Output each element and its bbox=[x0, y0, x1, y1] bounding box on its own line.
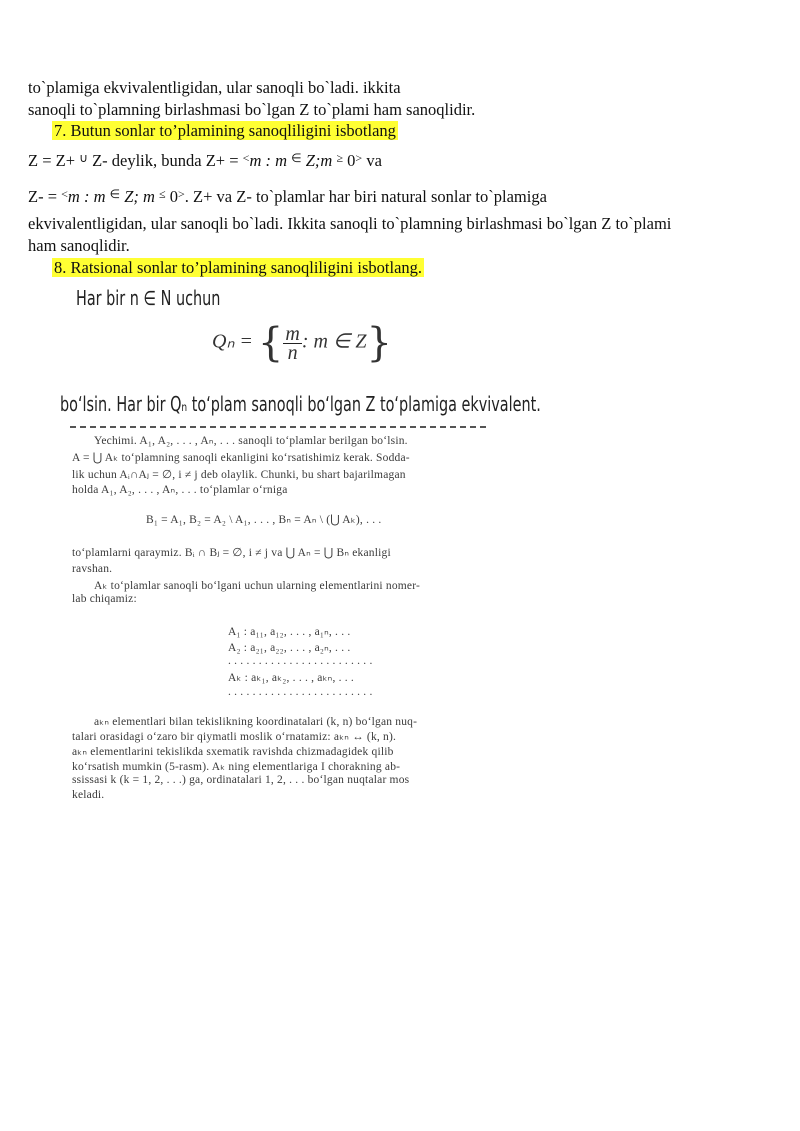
z-definition-line3: ekvivalentligidan, ular sanoqli bo`ladi. Ikkita sanoqli to`plamning birlashmasi bo`lgan Z to`plami bbox=[28, 214, 672, 233]
z-definition-line2 bbox=[28, 184, 547, 207]
element-of-symbol: ∈ bbox=[291, 151, 302, 165]
para1-line1: to`plamiga ekvivalentligidan, ular sanoqli bo`ladi. ikkita bbox=[28, 78, 401, 97]
item8-highlight bbox=[52, 258, 424, 277]
solution-line-2: A = ⋃ Aₖ to‘plamning sanoqli ekanligini ko‘rsatishimiz kerak. Sodda- bbox=[72, 452, 410, 464]
item7-heading bbox=[52, 121, 398, 141]
para1-line2: sanoqli to`plamning birlashmasi bo`lgan Z to`plami ham sanoqlidir. bbox=[28, 100, 476, 119]
zero-value-2: 0 bbox=[169, 187, 179, 206]
q-label: Qₙ = bbox=[212, 330, 253, 353]
left-angle-symbol-2: < bbox=[61, 187, 68, 201]
enumeration-row-5: . . . . . . . . . . . . . . . . . . . . . . . . bbox=[228, 686, 373, 698]
item7-highlight bbox=[52, 121, 398, 140]
set-builder-m-2: m : m bbox=[67, 187, 106, 206]
element-of-symbol-2: ∈ bbox=[109, 187, 121, 201]
right-angle-symbol-2: > bbox=[178, 187, 185, 201]
condition-positive: Z;m bbox=[305, 151, 333, 170]
z-minus-equals: Z- = bbox=[28, 187, 58, 206]
paragraph-line-1: aₖₙ elementlari bilan tekislikning koordinatalari (k, n) bo‘lgan nuq- bbox=[94, 716, 418, 728]
item8-heading bbox=[52, 258, 424, 278]
item7-number: 7. bbox=[54, 121, 67, 140]
left-brace-icon: { bbox=[257, 320, 284, 366]
right-angle-symbol: > bbox=[355, 151, 363, 165]
paragraph-line-4: ko‘rsatish mumkin (5-rasm). Aₖ ning elementlariga I chorakning ab- bbox=[72, 761, 401, 773]
z-definition-line4: ham sanoqlidir. bbox=[28, 236, 130, 255]
left-angle-symbol: < bbox=[242, 151, 250, 165]
z-equals: Z = Z+ bbox=[28, 151, 76, 170]
solution-line-6: to‘plamlarni qaraymiz. Bᵢ ∩ Bⱼ = ∅, i ≠ j va ⋃ Aₙ = ⋃ Bₙ ekanligi bbox=[72, 547, 391, 559]
solution-line-4: holda A₁, A₂, . . . , Aₙ, . . . to‘plamlar o‘rniga bbox=[72, 484, 288, 496]
enumeration-row-1: A₁ : a₁₁, a₁₂, . . . , a₁ₙ, . . . bbox=[228, 626, 351, 638]
le-symbol: ≤ bbox=[159, 187, 166, 201]
right-brace-icon: } bbox=[366, 320, 392, 366]
union-symbol: ∪ bbox=[79, 151, 88, 165]
zero-value: 0 bbox=[347, 151, 356, 170]
scan-line-har-bir: Har bir n ∈ N uchun bbox=[76, 286, 221, 310]
solution-line-8: Aₖ to‘plamlar sanoqli bo‘lgani uchun ularning elementlarini nomer- bbox=[94, 580, 421, 592]
solution-formula-b: B₁ = A₁, B₂ = A₂ \ A₁, . . . , Bₙ = Aₙ \ (⋃ Aₖ), . . . bbox=[146, 514, 382, 526]
z-def-text: Z- deylik, bunda Z+ = bbox=[92, 151, 239, 170]
solution-line-7: ravshan. bbox=[72, 563, 113, 575]
item8-number: 8. bbox=[54, 258, 67, 277]
item8-title: Ratsional sonlar to’plamining sanoqliligini isbotlang. bbox=[70, 258, 423, 277]
solution-line-3: lik uchun Aᵢ∩Aⱼ = ∅, i ≠ j deb olaylik. Chunki, bu shart bajarilmagan bbox=[72, 469, 406, 481]
enumeration-row-3: . . . . . . . . . . . . . . . . . . . . . . . . bbox=[228, 655, 373, 667]
cut-scan-artifact bbox=[70, 424, 490, 430]
paragraph-line-6: keladi. bbox=[72, 789, 105, 801]
fraction-denominator: n bbox=[287, 341, 298, 364]
z-def-tail: . Z+ va Z- to`plamlar har biri natural sonlar to`plamiga bbox=[184, 187, 547, 206]
paragraph-line-2: talari orasidagi o‘zaro bir qiymatli moslik o‘rnatamiz: aₖₙ ↔ (k, n). bbox=[72, 731, 397, 743]
scan-line-bolsin: bo‘lsin. Har bir Qₙ to‘plam sanoqli bo‘lgan Z to‘plamiga ekvivalent. bbox=[60, 392, 541, 416]
set-builder-m: m : m bbox=[249, 151, 288, 170]
z-definition-line1 bbox=[28, 148, 382, 171]
paragraph-line-3: aₖₙ elementlarini tekislikda sxematik ravishda chizmadagidek qilib bbox=[72, 746, 394, 758]
enumeration-row-4: Aₖ : aₖ₁, aₖ₂, . . . , aₖₙ, . . . bbox=[228, 672, 354, 684]
solution-line-9: lab chiqamiz: bbox=[72, 593, 137, 605]
item7-title: Butun sonlar to’plamining sanoqliligini isbotlang bbox=[70, 121, 396, 140]
condition-negative: Z; m bbox=[124, 187, 155, 206]
set-tail: : m ∈ Z bbox=[301, 330, 367, 353]
q-set-formula bbox=[212, 320, 392, 366]
solution-line-1: Yechimi. A₁, A₂, . . . , Aₙ, . . . sanoqli to‘plamlar berilgan bo‘lsin. bbox=[94, 435, 408, 447]
ge-symbol: ≥ bbox=[336, 151, 344, 165]
conjunction-va: va bbox=[366, 151, 382, 170]
fraction-numerator: m bbox=[285, 322, 300, 345]
fraction-m-over-n bbox=[283, 322, 301, 364]
paragraph-line-5: ssissasi k (k = 1, 2, . . .) ga, ordinatalari 1, 2, . . . bo‘lgan nuqtalar mos bbox=[72, 774, 410, 786]
enumeration-row-2: A₂ : a₂₁, a₂₂, . . . , a₂ₙ, . . . bbox=[228, 642, 351, 654]
